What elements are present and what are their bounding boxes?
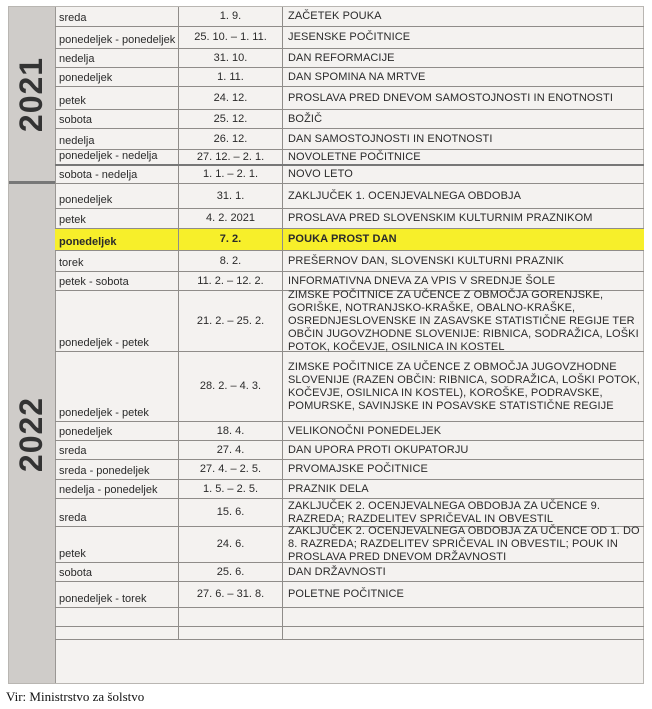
- date-cell: 4. 2. 2021: [179, 209, 283, 228]
- event-cell: JESENSKE POČITNICE: [288, 31, 411, 43]
- day-cell: sobota - nedelja: [55, 166, 179, 183]
- date-cell: 26. 12.: [179, 129, 283, 149]
- event-cell: BOŽIČ: [288, 112, 323, 125]
- day-cell: petek - sobota: [55, 272, 179, 290]
- day-cell: ponedeljek - petek: [55, 352, 179, 421]
- table-row: [55, 251, 644, 272]
- day-cell: [55, 608, 179, 626]
- day-cell: sobota: [55, 110, 179, 128]
- date-cell: 15. 6.: [179, 499, 283, 526]
- event-cell: [283, 608, 644, 626]
- date-cell: 27. 4. – 2. 5.: [179, 460, 283, 479]
- event-cell: ZIMSKE POČITNICE ZA UČENCE Z OBMOČJA JUGOVZHODNE SLOVENIJE (RAZEN OBČIN: RIBNICA, SODRAŽICA, LOŠKI POTOK, KOČEVJE, OSILNICA IN KOSTEL), KOROŠKE, PODRAVSKE, POMURSKE, SAVINJSKE IN POSAVSKE STATISTIČNE REGIJE: [288, 360, 640, 412]
- table-row: [55, 184, 644, 209]
- day-cell: ponedeljek - nedelja: [55, 150, 179, 164]
- event-cell: DAN SAMOSTOJNOSTI IN ENOTNOSTI: [288, 132, 493, 145]
- event-cell: VELIKONOČNI PONEDELJEK: [288, 424, 442, 437]
- table-row: [55, 627, 644, 640]
- day-cell: ponedeljek: [55, 229, 179, 250]
- date-cell: 25. 12.: [179, 110, 283, 128]
- event-cell: DAN SPOMINA NA MRTVE: [288, 70, 426, 83]
- day-cell: ponedeljek - torek: [55, 582, 179, 607]
- event-cell: [283, 627, 644, 639]
- day-cell: nedelja - ponedeljek: [55, 480, 179, 498]
- day-cell: petek: [55, 527, 179, 562]
- event-cell: DAN DRŽAVNOSTI: [288, 565, 386, 578]
- day-cell: nedelja: [55, 49, 179, 67]
- event-cell: POUKA PROST DAN: [288, 233, 397, 245]
- date-cell: 24. 6.: [179, 527, 283, 562]
- day-cell: nedelja: [55, 129, 179, 149]
- event-cell: DAN REFORMACIJE: [288, 51, 395, 64]
- event-cell: PROSLAVA PRED DNEVOM SAMOSTOJNOSTI IN ENOTNOSTI: [288, 91, 613, 104]
- day-cell: sreda: [55, 499, 179, 526]
- event-cell: ZAKLJUČEK 2. OCENJEVALNEGA OBDOBJA ZA UČENCE 9. RAZREDA; RAZDELITEV SPRIČEVAL IN OBVESTIL: [288, 499, 600, 525]
- table-row: [55, 608, 644, 627]
- date-cell: 21. 2. – 25. 2.: [179, 291, 283, 351]
- day-cell: petek: [55, 87, 179, 109]
- table-row: [55, 150, 644, 166]
- event-cell: NOVOLETNE POČITNICE: [288, 150, 421, 163]
- day-cell: ponedeljek - ponedeljek: [55, 27, 179, 48]
- calendar-sheet: [8, 6, 644, 684]
- day-cell: sreda: [55, 7, 179, 26]
- day-cell: sreda: [55, 441, 179, 459]
- table-row: [55, 582, 644, 608]
- table-row: [55, 110, 644, 129]
- date-cell: 31. 10.: [179, 49, 283, 67]
- day-cell: [55, 627, 179, 639]
- date-cell: 18. 4.: [179, 422, 283, 440]
- table-row: [55, 129, 644, 150]
- table-row-highlighted: [55, 229, 644, 251]
- day-cell: ponedeljek: [55, 184, 179, 208]
- table-row: [55, 166, 644, 184]
- date-cell: 8. 2.: [179, 251, 283, 271]
- date-cell: 28. 2. – 4. 3.: [179, 352, 283, 421]
- table-row: [55, 49, 644, 68]
- table-row: [55, 288, 644, 353]
- date-cell: 1. 5. – 2. 5.: [179, 480, 283, 498]
- date-cell: 27. 6. – 31. 8.: [179, 582, 283, 607]
- day-cell: torek: [55, 251, 179, 271]
- year-label-2021: 2021: [9, 7, 55, 184]
- event-cell: PROSLAVA PRED SLOVENSKIM KULTURNIM PRAZNIKOM: [288, 212, 593, 224]
- day-cell: ponedeljek - petek: [55, 291, 179, 351]
- table-row: [55, 87, 644, 110]
- date-cell: 1. 9.: [179, 7, 283, 26]
- day-cell: sobota: [55, 563, 179, 581]
- table-row: [55, 441, 644, 460]
- table-row: [55, 460, 644, 480]
- table-row: [55, 68, 644, 87]
- table-row: [55, 527, 644, 563]
- event-cell: PREŠERNOV DAN, SLOVENSKI KULTURNI PRAZNIK: [288, 254, 564, 267]
- table-row: [55, 209, 644, 229]
- event-cell: DAN UPORA PROTI OKUPATORJU: [288, 443, 469, 456]
- date-cell: 25. 6.: [179, 563, 283, 581]
- date-cell: 1. 11.: [179, 68, 283, 86]
- event-cell: ZIMSKE POČITNICE ZA UČENCE Z OBMOČJA GORENJSKE, GORIŠKE, NOTRANJSKO-KRAŠKE, OBALNO-KRAŠKE, OSREDNJESLOVENSKE IN ZASAVSKE STATISTIČNE REGIJE TER OBČIN JUGOVZHODNE SLOVENIJE: RIBNICA, SODRAŽICA, LOŠKI POTOK, KOČEVJE, OSILNICA IN KOSTEL: [288, 288, 639, 353]
- date-cell: 27. 4.: [179, 441, 283, 459]
- date-cell: 1. 1. – 2. 1.: [179, 166, 283, 183]
- table-row: [55, 352, 644, 422]
- event-cell: POLETNE POČITNICE: [288, 588, 404, 600]
- table-row: [55, 563, 644, 582]
- date-cell: [179, 627, 283, 639]
- year-column: [9, 7, 56, 683]
- table-row: [55, 499, 644, 527]
- source-caption: Vir: Ministrstvo za šolstvo: [6, 689, 145, 704]
- event-cell: PRVOMAJSKE POČITNICE: [288, 463, 428, 475]
- date-cell: 31. 1.: [179, 184, 283, 208]
- day-cell: ponedeljek: [55, 422, 179, 440]
- table-row: [55, 422, 644, 441]
- table-row: [55, 27, 644, 49]
- event-cell: ZAKLJUČEK 1. OCENJEVALNEGA OBDOBJA: [288, 189, 522, 202]
- date-cell: 25. 10. – 1. 11.: [179, 27, 283, 48]
- event-cell: NOVO LETO: [288, 168, 353, 180]
- event-cell: ZAČETEK POUKA: [288, 10, 382, 22]
- day-cell: ponedeljek: [55, 68, 179, 86]
- date-cell: 24. 12.: [179, 87, 283, 109]
- year-label-2022: 2022: [13, 396, 50, 473]
- day-cell: petek: [55, 209, 179, 228]
- day-cell: sreda - ponedeljek: [55, 460, 179, 479]
- date-cell: [179, 608, 283, 626]
- table-row: [55, 480, 644, 499]
- date-cell: 27. 12. – 2. 1.: [179, 150, 283, 164]
- event-cell: ZAKLJUČEK 2. OCENJEVALNEGA OBDOBJA ZA UČENCE OD 1. DO 8. RAZREDA; RAZDELITEV SPRIČEVAL IN OBVESTIL; POUK IN PROSLAVA PRED DNEVOM DRŽAVNOSTI: [288, 525, 640, 563]
- table-row: [55, 7, 644, 27]
- date-cell: 7. 2.: [179, 229, 283, 250]
- event-cell: PRAZNIK DELA: [288, 482, 369, 495]
- event-cell: INFORMATIVNA DNEVA ZA VPIS V SREDNJE ŠOLE: [288, 274, 556, 287]
- date-cell: 11. 2. – 12. 2.: [179, 272, 283, 290]
